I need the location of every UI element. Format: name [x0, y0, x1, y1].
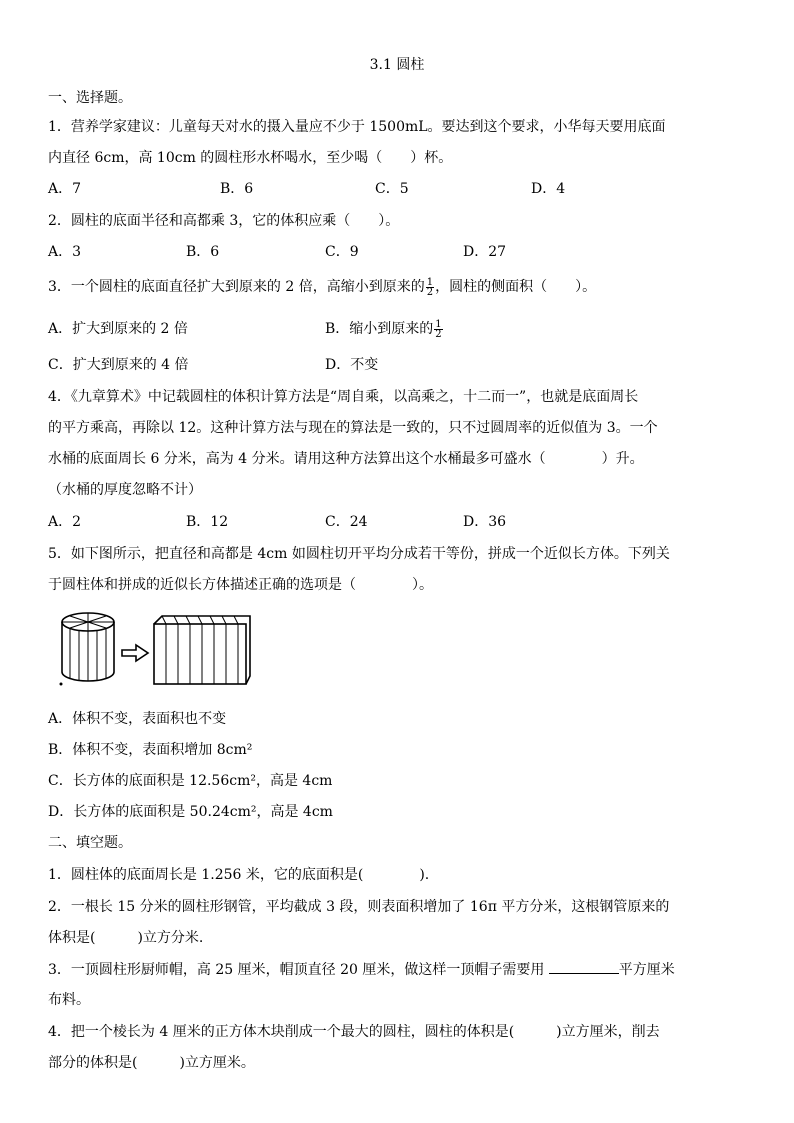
q3-option-c: C．扩大到原来的 4 倍: [48, 357, 189, 373]
f2-line2: 体积是( )立方分米.: [48, 930, 204, 946]
q3-line1: [48, 277, 596, 297]
f1-line: 1．圆柱体的底面周长是 1.256 米，它的底面积是( ).: [48, 867, 430, 883]
f3-line2: 布料。: [48, 992, 90, 1008]
cylinder-to-cuboid-figure: [58, 610, 258, 690]
q2-option-d: D．27: [463, 244, 507, 260]
dot-mark: [60, 683, 63, 686]
fraction-half: $\frac{1}{2}$: [435, 318, 442, 340]
q4-option-c: C．24: [325, 514, 368, 530]
f4-line2: 部分的体积是( )立方厘米。: [48, 1055, 255, 1071]
cylinder-icon: [62, 613, 114, 681]
page-title: 3.1 圆柱: [369, 57, 425, 73]
q5-line2: 于圆柱体和拼成的近似长方体描述正确的选项是（ ）。: [48, 577, 433, 593]
arrow-right-icon: [122, 645, 148, 661]
q1-option-d: D．4: [531, 181, 566, 197]
f3-line1: 3．一顶圆柱形厨师帽，高 25 厘米，帽顶直径 20 厘米，做这样一顶帽子需要用 平方厘米: [48, 959, 675, 980]
q4-option-d: D．36: [463, 514, 507, 530]
q5-option-b: B．体积不变，表面积增加 8cm²: [48, 742, 253, 758]
q2-line1: 2．圆柱的底面半径和高都乘 3，它的体积应乘（ ）。: [48, 213, 400, 229]
fraction-half: $\frac{1}{2}$: [426, 276, 434, 298]
f4-line1: 4．把一个棱长为 4 厘米的正方体木块削成一个最大的圆柱，圆柱的体积是( )立方厘米，削去: [48, 1024, 660, 1040]
q3-text-a: 3．一个圆柱的底面直径扩大到原来的 2 倍，高缩小到原来的: [48, 279, 425, 295]
q1-option-a: A．7: [48, 181, 82, 197]
q3-option-d: D．不变: [325, 357, 379, 373]
q1-option-c: C．5: [375, 181, 409, 197]
q4-line1: 4．《九章算术》中记载圆柱的体积计算方法是“周自乘，以高乘之，十二而一”，也就是底面周长: [48, 389, 639, 405]
q3-option-a: A．扩大到原来的 2 倍: [48, 321, 188, 337]
q4-line4: （水桶的厚度忽略不计）: [48, 482, 202, 498]
cuboid-icon: [154, 616, 250, 684]
q2-option-a: A．3: [48, 244, 82, 260]
q4-option-a: A．2: [48, 514, 82, 530]
q5-option-d: D．长方体的底面积是 50.24cm²，高是 4cm: [48, 804, 333, 820]
section-choice-heading: 一、选择题。: [48, 90, 132, 106]
q5-option-c: C．长方体的底面积是 12.56cm²，高是 4cm: [48, 773, 333, 789]
q4-option-b: B．12: [186, 514, 229, 530]
q1-line1: 1．营养学家建议：儿童每天对水的摄入量应不少于 1500mL。要达到这个要求，小华每天要用底面: [48, 119, 666, 135]
q4-line2: 的平方乘高，再除以 12。这种计算方法与现在的算法是一致的，只不过圆周率的近似值为 3。一个: [48, 420, 658, 436]
q4-line3: 水桶的底面周长 6 分米，高为 4 分米。请用这种方法算出这个水桶最多可盛水（ ）升。: [48, 451, 644, 467]
answer-blank[interactable]: [549, 959, 619, 974]
q3-text-b: ，圆柱的侧面积（ ）。: [435, 279, 597, 295]
q3-option-b: B．缩小到原来的 $\frac{1}{2}$: [325, 318, 442, 340]
f2-line1: 2．一根长 15 分米的圆柱形钢管，平均截成 3 段，则表面积增加了 16π 平方分米，这根钢管原来的: [48, 899, 670, 915]
q1-option-b: B．6: [220, 181, 254, 197]
q2-option-c: C．9: [325, 244, 359, 260]
section-fill-heading: 二、填空题。: [48, 835, 132, 851]
q2-option-b: B．6: [186, 244, 220, 260]
q5-option-a: A．体积不变，表面积也不变: [48, 711, 227, 727]
q5-line1: 5．如下图所示，把直径和高都是 4cm 如圆柱切开平均分成若干等份，拼成一个近似长方体。下列关: [48, 546, 670, 562]
q1-line2: 内直径 6cm，高 10cm 的圆柱形水杯喝水，至少喝（ ）杯。: [48, 150, 453, 166]
